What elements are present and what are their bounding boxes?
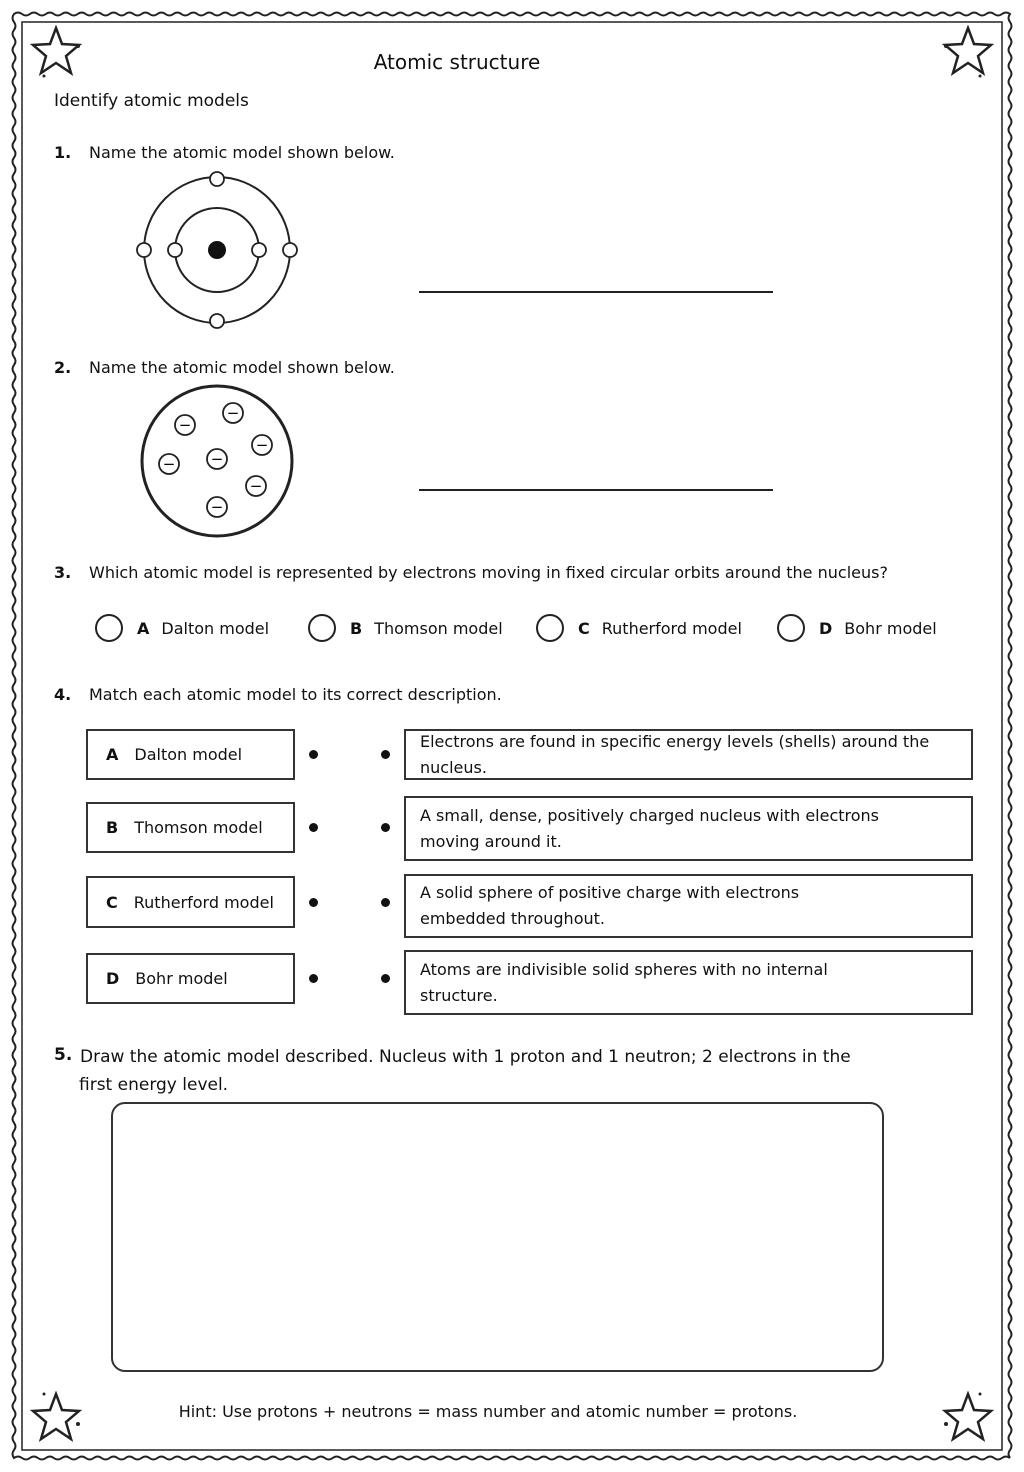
radio-circle[interactable] [536, 614, 564, 642]
option-label: Dalton model [161, 618, 270, 638]
option-letter: A [137, 618, 150, 638]
description-text: Electrons are found in specific energy levels (shells) around the nucleus. [420, 731, 930, 777]
option-label: Bohr model [844, 618, 937, 638]
answer-line[interactable] [419, 291, 773, 293]
question-text: Which atomic model is represented by electrons moving in fixed circular orbits around the nucleus? [89, 563, 888, 582]
option-label: Rutherford model [601, 618, 742, 638]
question-number: 5. [54, 1045, 73, 1065]
answer-line[interactable] [419, 489, 773, 491]
option-a[interactable] [95, 614, 269, 642]
model-label: Dalton model [134, 745, 243, 764]
question-text: Name the atomic model shown below. [89, 143, 395, 162]
electron-symbol: − [210, 498, 224, 516]
description-box [404, 796, 973, 861]
page-title: Atomic structure [373, 50, 541, 74]
radio-circle[interactable] [95, 614, 123, 642]
description-text: A small, dense, positively charged nucleus with electrons moving around it. [420, 805, 880, 851]
option-letter: D [819, 618, 833, 638]
model-box-c [86, 876, 295, 928]
model-box-a [86, 729, 295, 780]
bohr-model-diagram [130, 170, 306, 334]
model-letter: D [106, 969, 120, 988]
model-label: Thomson model [134, 818, 263, 837]
electron-symbol: − [162, 455, 176, 473]
description-box [404, 950, 973, 1015]
question-text [79, 1043, 869, 1099]
model-letter: B [106, 818, 119, 837]
question-text-content: Draw the atomic model described. Nucleus with 1 proton and 1 neutron; 2 electrons in the first energy level. [79, 1047, 851, 1095]
page-subtitle: Identify atomic models [54, 91, 249, 111]
electron-symbol: − [255, 436, 269, 454]
model-letter: C [106, 892, 118, 912]
electron-symbol: − [210, 450, 224, 468]
option-d[interactable] [777, 614, 937, 642]
model-label: Rutherford model [133, 892, 274, 912]
match-dot-right[interactable] [381, 750, 390, 759]
match-dot-left[interactable] [309, 974, 318, 983]
question-number: 2. [54, 358, 72, 377]
option-label: Thomson model [374, 618, 503, 638]
model-box-d [86, 953, 295, 1004]
question-number: 1. [54, 143, 72, 162]
model-letter: A [106, 745, 119, 764]
radio-circle[interactable] [777, 614, 805, 642]
description-box [404, 874, 973, 938]
description-text: Atoms are indivisible solid spheres with no internal structure. [420, 959, 828, 1005]
radio-circle[interactable] [308, 614, 336, 642]
description-box [404, 729, 973, 780]
drawing-area[interactable] [111, 1102, 884, 1372]
option-c[interactable] [536, 614, 742, 642]
question-number: 4. [54, 685, 72, 704]
electron-symbol: − [226, 404, 240, 422]
match-dot-left[interactable] [309, 823, 318, 832]
description-text: A solid sphere of positive charge with electrons embedded throughout. [420, 883, 800, 928]
match-dot-right[interactable] [381, 823, 390, 832]
option-letter: B [350, 618, 363, 638]
match-dot-right[interactable] [381, 974, 390, 983]
match-dot-left[interactable] [309, 750, 318, 759]
match-dot-right[interactable] [381, 898, 390, 907]
electron-group [159, 403, 272, 517]
question-text: Name the atomic model shown below. [89, 358, 395, 377]
model-label: Bohr model [135, 969, 228, 988]
question-text: Match each atomic model to its correct description. [89, 685, 502, 704]
option-b[interactable] [308, 614, 503, 642]
hint-text: Hint: Use protons + neutrons = mass number and atomic number = protons. [178, 1402, 798, 1421]
electron-symbol: − [178, 416, 192, 434]
match-dot-left[interactable] [309, 898, 318, 907]
question-number: 3. [54, 563, 72, 582]
thomson-model-diagram [136, 384, 300, 548]
option-letter: C [578, 618, 590, 638]
model-box-b [86, 802, 295, 853]
star-icon [940, 24, 996, 80]
electron-symbol: − [249, 477, 263, 495]
